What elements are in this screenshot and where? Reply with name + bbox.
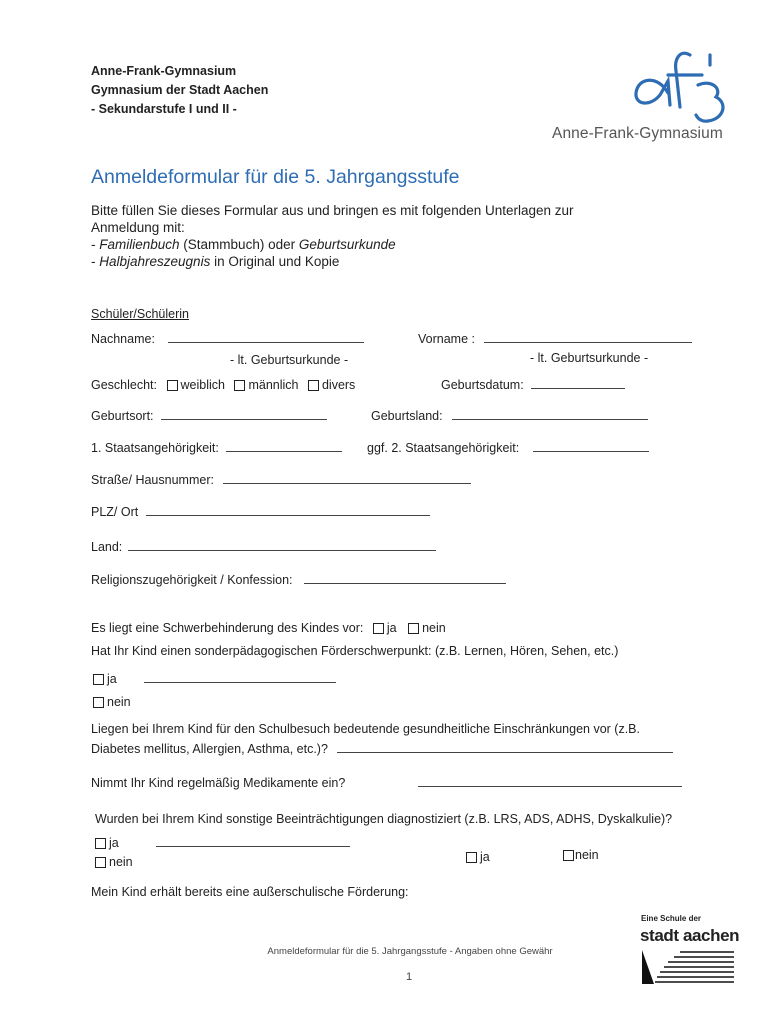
religion-label: Religionszugehörigkeit / Konfession: — [91, 573, 293, 587]
foerder-nein-label: nein — [107, 695, 131, 709]
logo-text: Anne-Frank-Gymnasium — [552, 125, 723, 142]
geburtsdatum-field[interactable] — [531, 378, 625, 389]
section-heading: Schüler/Schülerin — [91, 307, 189, 321]
plz-row — [91, 505, 430, 519]
vorname-row — [418, 332, 692, 346]
schwer-ja-label: ja — [386, 621, 397, 635]
foerder-nein-row — [93, 695, 131, 709]
gesund-row — [91, 742, 673, 756]
plz-field[interactable] — [146, 505, 430, 516]
staat1-row — [91, 441, 342, 455]
school-type: Gymnasium der Stadt Aachen — [91, 83, 269, 97]
vorname-label: Vorname : — [418, 332, 475, 346]
stadt-aachen-logo — [640, 914, 740, 989]
weiblich-checkbox[interactable] — [167, 380, 178, 391]
beeintr-question: Wurden bei Ihrem Kind sonstige Beeinträchtigungen diagnostiziert (z.B. LRS, ADS, ADHS, Dyskalkulie)? — [95, 812, 673, 826]
schwer-nein-label: nein — [422, 621, 446, 635]
intro-doc-1: - Familienbuch (Stammbuch) oder Geburtsurkunde — [91, 237, 396, 252]
plz-label: PLZ/ Ort — [91, 505, 139, 519]
foerder-ja-row — [93, 672, 336, 686]
geburtsort-row — [91, 409, 327, 423]
weiblich-label: weiblich — [180, 378, 225, 392]
beeintr-ja-label: ja — [109, 836, 119, 850]
land-label: Land: — [91, 540, 123, 554]
stadt-logo-stripes-icon — [640, 948, 736, 986]
nachname-label: Nachname: — [91, 332, 155, 346]
beeintr-nein-label: nein — [109, 855, 133, 869]
vorname-field[interactable] — [484, 332, 692, 343]
gesund-question-1: Liegen bei Ihrem Kind für den Schulbesuch bedeutende gesundheitliche Einschränkungen vor (z.B. — [91, 722, 640, 736]
religion-field[interactable] — [304, 573, 506, 584]
geburtsdatum-label: Geburtsdatum: — [441, 378, 524, 392]
foerder-question: Hat Ihr Kind einen sonderpädagogischen Förderschwerpunkt: (z.B. Lernen, Hören, Sehen, etc.) — [91, 644, 619, 658]
beeintr-field[interactable] — [156, 836, 350, 847]
geschlecht-row — [91, 378, 355, 392]
geburtsort-label: Geburtsort: — [91, 409, 154, 423]
medikamente-row — [418, 776, 682, 790]
afg-monogram-icon — [540, 45, 740, 125]
foerder-nein-checkbox[interactable] — [93, 697, 104, 708]
staat1-field[interactable] — [226, 441, 342, 452]
beeintr-nein2-checkbox[interactable] — [563, 850, 574, 861]
beeintr-nein2-label: nein — [575, 848, 599, 862]
gesund-field[interactable] — [337, 742, 673, 753]
beeintr-nein-row — [95, 855, 133, 869]
geburtsland-field[interactable] — [452, 409, 648, 420]
beeintr-ja-row — [95, 836, 350, 850]
beeintr-ja2-checkbox[interactable] — [466, 852, 477, 863]
school-header — [91, 62, 268, 119]
school-name: Anne-Frank-Gymnasium — [91, 64, 237, 78]
footer-text: Anmeldeformular für die 5. Jahrgangsstufe - Angaben ohne Gewähr — [267, 946, 553, 957]
intro-line-2: Anmeldung mit: — [91, 220, 185, 235]
beeintr-nein-checkbox[interactable] — [95, 857, 106, 868]
strasse-row — [91, 473, 471, 487]
divers-checkbox[interactable] — [308, 380, 319, 391]
geburtsort-field[interactable] — [161, 409, 327, 420]
land-field[interactable] — [128, 540, 436, 551]
beeintr-ja2-label: ja — [480, 850, 490, 864]
foerder-ja-label: ja — [107, 672, 117, 686]
staat2-label: ggf. 2. Staatsangehörigkeit: — [367, 441, 520, 455]
school-level: - Sekundarstufe I und II - — [91, 102, 237, 116]
vorname-hint: - lt. Geburtsurkunde - — [530, 351, 649, 365]
staat2-field[interactable] — [533, 441, 649, 452]
geburtsland-label: Geburtsland: — [371, 409, 443, 423]
gesund-question-2: Diabetes mellitus, Allergien, Asthma, etc.)? — [91, 742, 328, 756]
schwer-ja-checkbox[interactable] — [373, 623, 384, 634]
intro-line-1: Bitte füllen Sie dieses Formular aus und bringen es mit folgenden Unterlagen zur — [91, 203, 574, 218]
beeintr-nein2-row — [563, 848, 599, 862]
strasse-field[interactable] — [223, 473, 471, 484]
ausser-question: Mein Kind erhält bereits eine außerschulische Förderung: — [91, 885, 409, 899]
intro-doc-2: - Halbjahreszeugnis in Original und Kopie — [91, 254, 340, 269]
page-number: 1 — [406, 971, 413, 983]
nachname-field[interactable] — [168, 332, 364, 343]
staat1-label: 1. Staatsangehörigkeit: — [91, 441, 219, 455]
beeintr-ja2-row — [466, 850, 490, 864]
staat2-row — [367, 441, 649, 455]
land-row — [91, 540, 436, 554]
medikamente-label: Nimmt Ihr Kind regelmäßig Medikamente ein? — [91, 776, 346, 790]
divers-label: divers — [321, 378, 356, 392]
medikamente-field[interactable] — [418, 776, 682, 787]
nachname-hint: - lt. Geburtsurkunde - — [230, 353, 349, 367]
schwer-row — [91, 621, 446, 635]
school-logo — [540, 45, 740, 155]
schwer-label: Es liegt eine Schwerbehinderung des Kindes vor: — [91, 621, 364, 635]
page-title: Anmeldeformular für die 5. Jahrgangsstufe — [91, 166, 460, 188]
geburtsland-row — [371, 409, 648, 423]
foerder-field[interactable] — [144, 672, 336, 683]
foerder-ja-checkbox[interactable] — [93, 674, 104, 685]
geburtsdatum-row — [441, 378, 625, 392]
nachname-row — [91, 332, 364, 346]
intro-text — [91, 202, 574, 270]
stadt-logo-small: Eine Schule der — [641, 914, 702, 923]
geschlecht-label: Geschlecht: — [91, 378, 158, 392]
maennlich-label: männlich — [248, 378, 299, 392]
religion-row — [91, 573, 506, 587]
stadt-logo-big: stadt aachen — [640, 926, 740, 945]
beeintr-ja-checkbox[interactable] — [95, 838, 106, 849]
maennlich-checkbox[interactable] — [234, 380, 245, 391]
strasse-label: Straße/ Hausnummer: — [91, 473, 214, 487]
schwer-nein-checkbox[interactable] — [408, 623, 419, 634]
